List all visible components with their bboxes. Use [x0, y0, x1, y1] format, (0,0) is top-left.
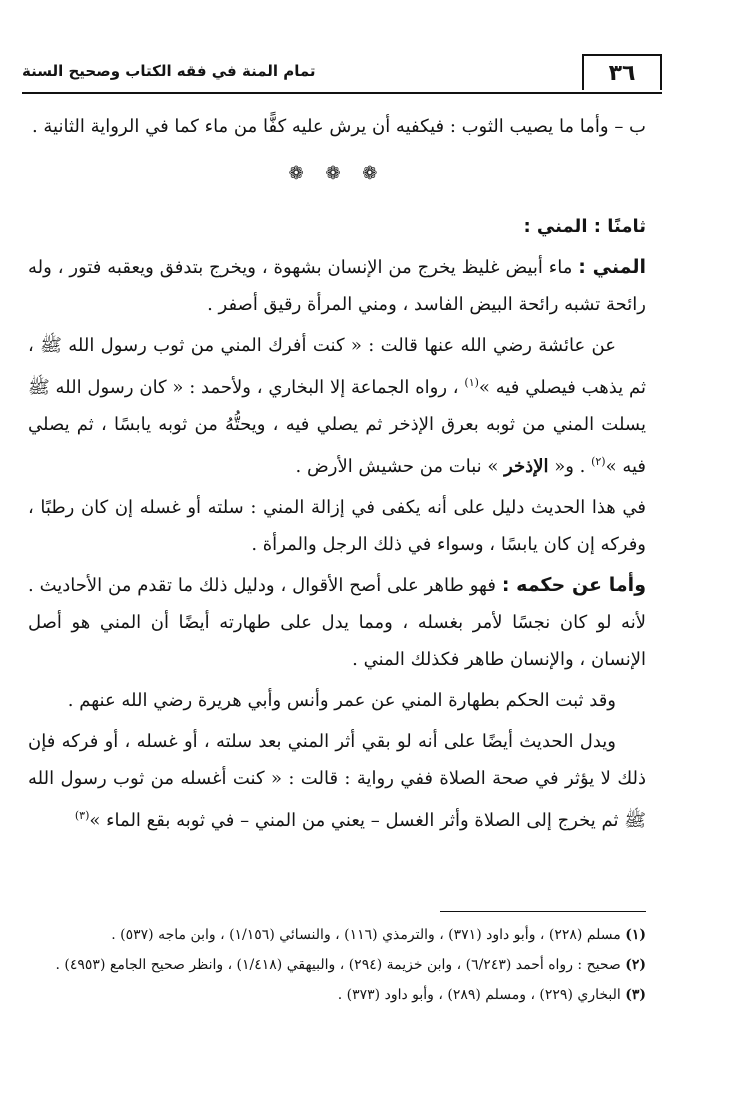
footnotes — [28, 920, 646, 1010]
section-heading: ثامنًا : المني : — [523, 216, 646, 237]
idhkhir-term: الإذخر — [504, 456, 549, 477]
footnote-divider — [440, 911, 646, 912]
footnote-1 — [28, 920, 646, 950]
evidence-paragraph: في هذا الحديث دليل على أنه يكفى في إزالة المني : سلته أو غسله إن كان رطبًا ، وفركه إن كان يابسًا ، وسواء في ذلك الرجل والمرأة . — [28, 497, 646, 555]
ruling-lead: وأما عن حكمه : — [501, 574, 646, 596]
hadith-text-1: عن عائشة رضي الله عنها قالت : « كنت أفرك المني من ثوب رسول الله ﷺ ، ثم يذهب فيصلي فيه » — [28, 335, 646, 398]
ruling-paragraph — [28, 567, 646, 678]
final-paragraph — [28, 723, 646, 839]
header-divider — [22, 92, 662, 94]
hadith-text-4: » نبات من حشيش الأرض . — [295, 456, 505, 477]
definition-lead: المني : — [578, 256, 647, 278]
footnote-number: (٣) — [625, 987, 646, 1003]
page-number: ٣٦ — [582, 54, 662, 90]
footnote-text: صحيح : رواه أحمد (٦/٢٤٣) ، وابن خزيمة (٢٩٤) ، والبيهقي (١/٤١٨) ، وانظر صحيح الجامع (٤٩٥٣) . — [55, 957, 626, 973]
section-ornaments: ❁ ❁ ❁ — [288, 163, 386, 184]
footnote-number: (٢) — [625, 957, 646, 973]
paragraph-b: ب – وأما ما يصيب الثوب : فيكفيه أن يرش عليه كفًّا من ماء كما في الرواية الثانية . — [31, 116, 646, 137]
book-title: تمام المنة في فقه الكتاب وصحيح السنة — [22, 62, 316, 80]
final-text: ويدل الحديث أيضًا على أنه لو بقي أثر المني بعد سلته ، أو غسله ، أو فركه فإن ذلك لا يؤثر في صحة الصلاة ففي رواية : قالت : « كنت أغسله من ثوب رسول الله ﷺ ثم يخرج إلى الصلاة وأثر الغسل – يعني من المني – في ثوبه بقع الماء » — [28, 731, 646, 831]
ruling-text: فهو طاهر على أصح الأقوال ، ودليل ذلك ما تقدم من الأحاديث . لأنه لو كان نجسًا لأمر بغسله ، ومما يدل على طهارته أيضًا أن المني هو أصل الإنسان ، والإنسان طاهر فكذلك المني . — [28, 575, 646, 670]
definition-text: ماء أبيض غليظ يخرج من الإنسان بشهوة ، ويخرج بتدفق ويعقبه فتور ، وله رائحة تشبه رائحة البيض الفاسد ، ومني المرأة رقيق أصفر . — [28, 257, 646, 315]
page-header — [22, 50, 662, 100]
footnote-3 — [28, 980, 646, 1010]
footnote-text: مسلم (٢٢٨) ، وأبو داود (٣٧١) ، والترمذي (١١٦) ، والنسائي (١/١٥٦) ، وابن ماجه (٥٣٧) . — [111, 927, 626, 943]
footnote-marker-3: (٣) — [74, 809, 90, 822]
hadith-text-3: . و« — [548, 456, 592, 477]
footnote-marker-2: (٢) — [591, 455, 606, 468]
footnote-2 — [28, 950, 646, 980]
definition-paragraph — [28, 249, 646, 323]
footnote-marker-1: (١) — [464, 376, 479, 389]
footnote-number: (١) — [625, 927, 646, 943]
footnote-text: البخاري (٢٢٩) ، ومسلم (٢٨٩) ، وأبو داود (٣٧٣) . — [337, 987, 626, 1003]
page-body — [28, 108, 646, 843]
hadith-paragraph — [28, 327, 646, 485]
hadith-text-2: ، رواه الجماعة إلا البخاري ، ولأحمد : « كان رسول الله ﷺ يسلت المني من ثوبه بعرق الإذخر ثم يصلي فيه ، ويحتُّهُ من ثوبه يابسًا ، ثم يصلي فيه » — [28, 377, 646, 477]
companions-paragraph: وقد ثبت الحكم بطهارة المني عن عمر وأنس وأبي هريرة رضي الله عنهم . — [67, 690, 616, 711]
